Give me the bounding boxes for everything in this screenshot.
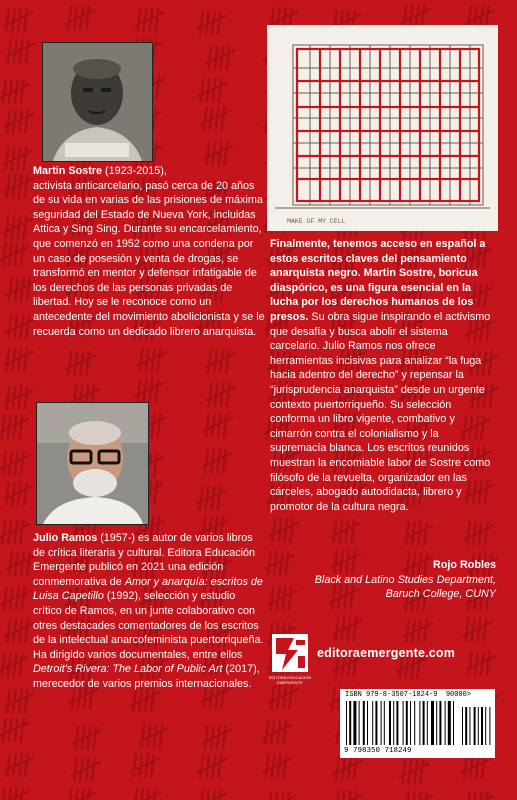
tally-stroke [348, 790, 351, 800]
tally-stroke [209, 382, 212, 406]
tally-stroke [137, 8, 140, 32]
tally-stroke [26, 39, 29, 63]
isbn-label [345, 691, 471, 699]
tally-stroke [156, 75, 159, 99]
tally-stroke [24, 8, 27, 32]
tally-stroke [24, 215, 27, 239]
barcode-addon-bar [478, 707, 479, 745]
tally-stroke [485, 522, 488, 546]
tally-stroke [335, 617, 338, 641]
review-text [270, 237, 496, 514]
tally-stroke [9, 551, 12, 575]
barcode-bar [423, 701, 425, 745]
barcode-bar [410, 701, 411, 745]
martin-sostre-photo [42, 42, 153, 162]
tally-stroke [93, 726, 96, 750]
isbn-barcode [340, 689, 495, 758]
tally-stroke [342, 790, 345, 800]
tally-stroke [75, 726, 78, 750]
tally-group [71, 758, 101, 782]
tally-stroke [290, 518, 293, 542]
tally-stroke [21, 451, 24, 475]
cell-sketch [265, 23, 500, 233]
tally-group [403, 522, 433, 546]
tally-stroke [27, 277, 30, 301]
tally-group [403, 619, 433, 643]
tally-stroke [469, 652, 472, 676]
reviewer-affiliation-1: Black and Latino Studies Department, [314, 573, 496, 586]
tally-stroke [336, 790, 339, 800]
barcode-addon: 90000> [445, 691, 472, 699]
tally-group [4, 174, 34, 198]
barcode-bar [346, 701, 347, 745]
tally-group [5, 39, 35, 63]
tally-group [198, 78, 228, 102]
tally-stroke [8, 315, 11, 339]
tally-group [462, 618, 492, 642]
tally-stroke [140, 789, 143, 800]
review-signature [270, 558, 496, 602]
tally-stroke [406, 619, 409, 643]
tally-stroke [86, 351, 89, 375]
tally-stroke [206, 141, 209, 165]
tally-stroke [265, 720, 268, 744]
tally-stroke [154, 453, 157, 477]
tally-group [0, 451, 30, 475]
tally-stroke [92, 758, 95, 782]
tally-stroke [24, 347, 27, 371]
tally-stroke [6, 8, 9, 32]
tally-stroke [218, 486, 221, 510]
tally-stroke [200, 11, 203, 35]
tally-stroke [153, 38, 156, 62]
tally-stroke [25, 109, 28, 133]
tally-stroke [283, 720, 286, 744]
tally-group [65, 789, 95, 800]
tally-stroke [20, 653, 23, 677]
tally-stroke [218, 755, 221, 779]
barcode-bar [439, 701, 441, 745]
tally-stroke [5, 147, 8, 171]
ramos-book-title: Amor y anarquía: escritos de Luisa Capetillo [33, 575, 263, 603]
tally-stroke [218, 11, 221, 35]
tally-stroke [412, 791, 415, 800]
tally-stroke [402, 760, 405, 784]
tally-group [466, 652, 496, 676]
tally-stroke [482, 755, 485, 779]
tally-stroke [137, 379, 140, 403]
tally-stroke [21, 242, 24, 266]
tally-group [137, 348, 167, 372]
tally-stroke [3, 718, 6, 742]
tally-stroke [420, 760, 423, 784]
barcode-bar [414, 701, 415, 745]
barcode-bar [453, 701, 454, 745]
tally-stroke [7, 753, 10, 777]
julio-ramos-photo [36, 402, 149, 525]
tally-stroke [9, 277, 12, 301]
tally-stroke [418, 791, 421, 800]
tally-group [3, 482, 33, 506]
tally-group [197, 789, 227, 800]
tally-stroke [271, 685, 274, 709]
review-bold-intro: Finalmente, tenemos acceso en español a estos escritos claves del pensamiento anarquista negro. Martin Sostre, boricua diaspórico, es una figura esencial en la lucha por los derechos humanos de los presos. [270, 238, 486, 323]
ramos-bio-text-1: (1957-) es autor de varios libros de crítica literaria y cultural. Editora Educación Emergente publicó en 2021 una edición conmemorativa de [33, 532, 256, 588]
tally-stroke [467, 522, 470, 546]
tally-stroke [353, 617, 356, 641]
barcode-addon-bar [489, 707, 490, 745]
tally-group [0, 653, 29, 677]
tally-group [333, 756, 363, 780]
tally-stroke [134, 789, 137, 800]
barcode-bar [431, 701, 434, 745]
tally-stroke [487, 652, 490, 676]
tally-stroke [7, 174, 10, 198]
tally-stroke [223, 725, 226, 749]
tally-group [464, 792, 494, 800]
tally-group [197, 11, 227, 35]
tally-group [197, 486, 227, 510]
ramos-bio-text-3: (2017), merecedor de varios premios internacionales. [33, 663, 260, 690]
tally-stroke [206, 413, 209, 437]
tally-stroke [68, 789, 71, 800]
tally-stroke [272, 518, 275, 542]
tally-stroke [159, 724, 162, 748]
tally-group [3, 215, 33, 239]
tally-stroke [25, 753, 28, 777]
tally-stroke [20, 520, 23, 544]
tally-group [3, 386, 33, 410]
barcode-addon-bar [485, 707, 486, 745]
tally-stroke [6, 482, 9, 506]
tally-stroke [6, 347, 9, 371]
tally-group [206, 382, 236, 406]
barcode-bar [436, 701, 437, 745]
barcode-addon-bar [465, 707, 467, 745]
tally-stroke [208, 46, 211, 70]
tally-stroke [473, 792, 476, 800]
tally-group [4, 109, 34, 133]
tally-stroke [351, 519, 354, 543]
tally-stroke [201, 78, 204, 102]
tally-group [4, 689, 34, 713]
tally-group [130, 754, 160, 778]
tally-group [205, 349, 235, 373]
tally-stroke [205, 449, 208, 473]
tally-stroke [204, 107, 207, 131]
tally-stroke [200, 789, 203, 800]
tally-group [2, 147, 32, 171]
tally-group [269, 518, 299, 542]
martin-sostre-bio [33, 164, 265, 339]
tally-stroke [151, 754, 154, 778]
sostre-years: (1923-2015), [102, 165, 167, 177]
tally-group [134, 8, 164, 32]
tally-stroke [354, 756, 357, 780]
tally-stroke [336, 756, 339, 780]
tally-group [0, 520, 29, 544]
tally-stroke [3, 80, 6, 104]
tally-stroke [25, 689, 28, 713]
tally-stroke [21, 80, 24, 104]
tally-stroke [86, 789, 89, 800]
tally-stroke [200, 755, 203, 779]
tally-stroke [154, 480, 157, 504]
tally-stroke [2, 520, 5, 544]
barcode-bar [396, 701, 398, 745]
ramos-name: Julio Ramos [33, 532, 98, 544]
tally-stroke [226, 46, 229, 70]
barcode-bar [445, 701, 446, 745]
tally-stroke [268, 793, 271, 800]
tally-stroke [223, 449, 226, 473]
tally-stroke [266, 754, 269, 778]
tally-stroke [8, 787, 11, 800]
tally-stroke [74, 789, 77, 800]
tally-stroke [24, 482, 27, 506]
tally-stroke [205, 725, 208, 749]
tally-stroke [21, 718, 24, 742]
tally-group [6, 277, 36, 301]
barcode-bar [403, 701, 404, 745]
tally-stroke [222, 107, 225, 131]
tally-stroke [20, 415, 23, 439]
barcode-bar [419, 701, 420, 745]
tally-stroke [158, 348, 161, 372]
tally-group [265, 793, 295, 800]
tally-stroke [289, 685, 292, 709]
tally-group [205, 46, 235, 70]
barcode-bar [448, 701, 451, 745]
publisher-website: editoraemergente.com [317, 646, 456, 660]
tally-group [268, 685, 298, 709]
tally-stroke [25, 174, 28, 198]
tally-group [399, 760, 429, 784]
tally-group [197, 755, 227, 779]
tally-group [0, 718, 30, 742]
tally-stroke [86, 6, 89, 30]
tally-stroke [284, 754, 287, 778]
tally-stroke [219, 78, 222, 102]
tally-group [0, 242, 30, 266]
tally-group [202, 725, 232, 749]
tally-stroke [332, 686, 335, 710]
barcode-bar [359, 701, 360, 745]
tally-stroke [208, 349, 211, 373]
julio-ramos-bio [33, 531, 265, 692]
tally-group [65, 351, 95, 375]
ramos-documentary-title: Detroit's Rivera: The Labor of Public Art [33, 663, 223, 676]
tally-stroke [227, 382, 230, 406]
tally-stroke [25, 619, 28, 643]
tally-stroke [224, 413, 227, 437]
tally-stroke [27, 551, 30, 575]
tally-stroke [154, 142, 157, 166]
tally-stroke [3, 451, 6, 475]
tally-group [134, 379, 164, 403]
tally-stroke [158, 413, 161, 437]
tally-group [330, 519, 360, 543]
tally-group [203, 413, 233, 437]
tally-stroke [424, 522, 427, 546]
tally-stroke [140, 348, 143, 372]
tally-stroke [7, 689, 10, 713]
tally-stroke [406, 791, 409, 800]
tally-group [262, 720, 292, 744]
tally-group [131, 789, 161, 800]
tally-stroke [22, 587, 25, 611]
tally-group [138, 724, 168, 748]
tally-group [6, 551, 36, 575]
tally-stroke [2, 787, 5, 800]
barcode-bar [384, 701, 385, 745]
sostre-name: Martin Sostre [33, 165, 102, 177]
barcode-bar [349, 701, 351, 745]
tally-stroke [280, 793, 283, 800]
tally-group [65, 6, 95, 30]
tally-group [4, 619, 34, 643]
tally-group [201, 107, 231, 131]
tally-stroke [206, 789, 209, 800]
tally-stroke [155, 379, 158, 403]
tally-stroke [68, 6, 71, 30]
tally-stroke [26, 315, 29, 339]
tally-stroke [141, 724, 144, 748]
sketch-caption: MAKE OF MY CELL [287, 218, 346, 225]
tally-group [202, 449, 232, 473]
sostre-bio-text: activista anticarcelario, pasó cerca de 20 años de su vida en varias de las prisiones de máxima seguridad del Estado de Nueva York, incluidas Attica y Sing Sing. Durante su encarcelamiento, que comenzó en 1952 como una condena por un caso de posesión y venta de drogas, se transformó en mentor y defensor infatigable de los derechos de las personas privadas de libertad. Hoy se le reconoce como un antecedente del movimiento abolicionista y se le recuerda como un dedicado librero anarquista. [33, 179, 265, 338]
barcode-bar [393, 701, 394, 745]
barcode-digits: 9 798350 718249 [344, 747, 412, 755]
ramos-bio-text-2: (1992), selección y estudio crítico de Ramos, en un junte colaborativo con otres destacades comentadores de los escritos de la intelectual anarcofeminista puertorriqueña. Ha dirigido varios documentales, entre ellos [33, 590, 264, 661]
publisher-logo-icon [270, 632, 310, 674]
tally-group [0, 80, 30, 104]
reviewer-name: Rojo Robles [433, 559, 496, 571]
barcode-addon-bar [462, 707, 463, 745]
isbn-number: ISBN 979-8-3507-1824-9 [345, 691, 438, 699]
tally-stroke [155, 8, 158, 32]
barcode-bar [389, 701, 391, 745]
tally-group [3, 8, 33, 32]
barcode-bar [427, 701, 428, 745]
barcode-bars [344, 701, 491, 747]
tally-stroke [68, 351, 71, 375]
tally-group [0, 787, 29, 800]
tally-stroke [200, 486, 203, 510]
tally-stroke [274, 793, 277, 800]
tally-group [72, 726, 102, 750]
tally-stroke [464, 755, 467, 779]
tally-stroke [133, 754, 136, 778]
barcode-bar [375, 701, 377, 745]
tally-group [332, 617, 362, 641]
barcode-bar [353, 701, 356, 745]
tally-group [203, 141, 233, 165]
tally-group [263, 754, 293, 778]
barcode-bar [363, 701, 365, 745]
tally-stroke [6, 386, 9, 410]
tally-stroke [467, 792, 470, 800]
tally-group [464, 522, 494, 546]
tally-stroke [7, 109, 10, 133]
tally-stroke [24, 386, 27, 410]
tally-stroke [333, 519, 336, 543]
tally-stroke [224, 141, 227, 165]
tally-stroke [406, 522, 409, 546]
review-body: Su obra sigue inspirando el activismo que desafía y busca abolir el sistema carcelario. Julio Ramos nos ofrece herramientas incisivas para analizar “la fuga hacia adentro del derecho” y repensar la “jurisprudencia anarquista” desde un urgente contexto puertorriqueño. Su selección conforma un libro vigente, combativo y cimarrón contra el colonialismo y la supremacía blanca. Los escritos reunidos muestran la encomiable labor de Sostre como filósofo de la revuelta, organizador en las cárceles, abogado autodidacta, librero y promotor de la cultura negra. [270, 310, 491, 513]
publisher-logo-caption: EDITORA EDUCACIÓN EMERGENTE [268, 675, 312, 685]
tally-stroke [465, 618, 468, 642]
tally-group [5, 315, 35, 339]
tally-group [3, 347, 33, 371]
tally-group [403, 791, 433, 800]
barcode-addon-bar [481, 707, 483, 745]
tally-stroke [74, 758, 77, 782]
tally-stroke [2, 415, 5, 439]
tally-stroke [2, 653, 5, 677]
portrait-photo-icon [43, 43, 152, 161]
tally-group [461, 755, 491, 779]
tally-stroke [3, 242, 6, 266]
tally-stroke [7, 619, 10, 643]
portrait-photo-icon [37, 403, 148, 524]
tally-stroke [8, 39, 11, 63]
reviewer-affiliation-2: Baruch College, CUNY [385, 588, 496, 601]
tally-stroke [4, 587, 7, 611]
barcode-addon-bar [474, 707, 476, 745]
tally-group [0, 415, 29, 439]
barcode-bar [372, 701, 373, 745]
barcode-bar [381, 701, 382, 745]
tally-stroke [483, 618, 486, 642]
tally-group [333, 790, 363, 800]
tally-stroke [226, 349, 229, 373]
tally-stroke [479, 792, 482, 800]
tally-stroke [23, 147, 26, 171]
tally-stroke [424, 619, 427, 643]
barcode-bar [367, 701, 368, 745]
tally-stroke [6, 215, 9, 239]
tally-group [4, 753, 34, 777]
barcode-bar [406, 701, 408, 745]
tally-group [1, 587, 31, 611]
barcode-addon-bar [469, 707, 470, 745]
